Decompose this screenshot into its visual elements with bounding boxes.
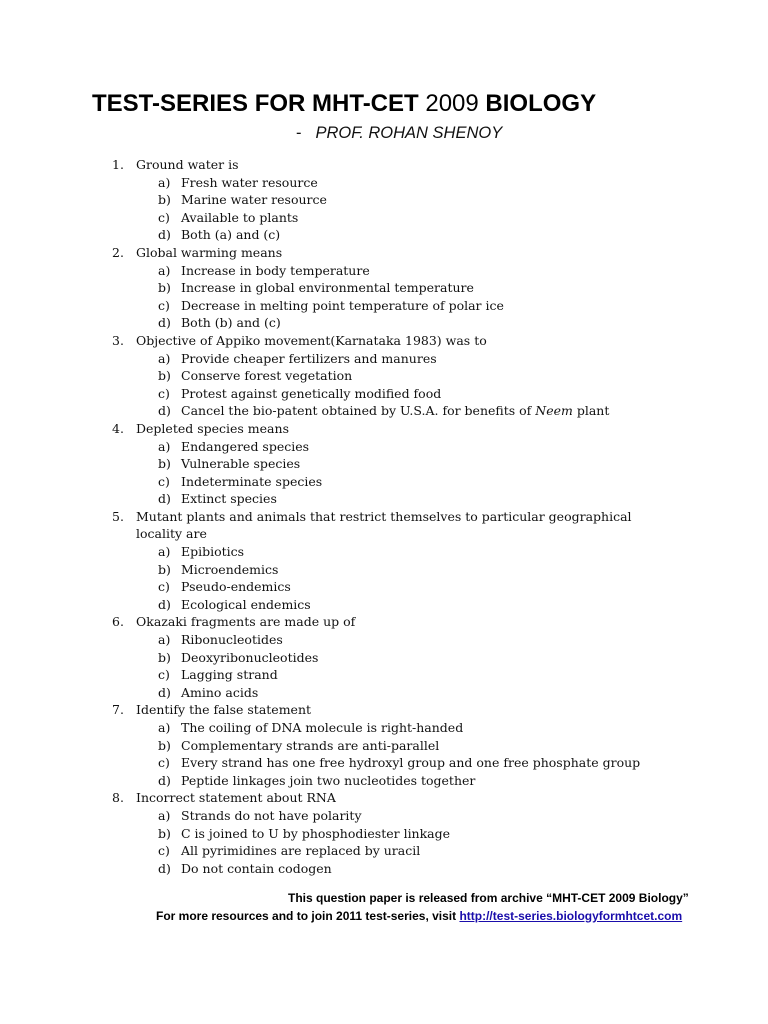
footer-website-link[interactable]: http://test-series.biologyformhtcet.com	[459, 909, 683, 923]
option-letter: c)	[158, 755, 170, 771]
option-list	[0, 438, 768, 508]
option-letter: d)	[158, 403, 171, 419]
option-text: Marine water resource	[181, 192, 327, 208]
question-text: Depleted species means	[136, 420, 289, 436]
question-item	[0, 420, 768, 508]
question-item	[0, 613, 768, 701]
option-text: Ecological endemics	[181, 596, 311, 612]
footer-resources-text: For more resources and to join 2011 test-series, visit	[156, 909, 460, 923]
option-item	[0, 297, 768, 315]
option-letter: d)	[158, 860, 171, 876]
option-letter: a)	[158, 350, 171, 366]
question-text: Global warming means	[136, 244, 283, 260]
option-letter: b)	[158, 456, 171, 472]
option-text: Indeterminate species	[181, 473, 323, 489]
option-letter: c)	[158, 843, 170, 859]
question-item	[0, 156, 768, 244]
question-number: 2.	[112, 244, 124, 260]
question-row	[0, 701, 768, 719]
option-item	[0, 825, 768, 843]
option-text-suffix: plant	[572, 403, 610, 419]
option-letter: a)	[158, 807, 171, 823]
option-letter: a)	[158, 438, 171, 454]
option-text: Do not contain codogen	[181, 860, 332, 876]
option-text: Extinct species	[181, 491, 277, 507]
option-letter: b)	[158, 561, 171, 577]
question-row	[0, 244, 768, 262]
option-list	[0, 174, 768, 244]
author-name: PROF. ROHAN SHENOY	[315, 124, 503, 142]
option-item	[0, 543, 768, 561]
question-row	[0, 508, 666, 543]
option-item	[0, 455, 768, 473]
option-item	[0, 772, 768, 790]
author-line	[296, 123, 502, 143]
option-text: Both (b) and (c)	[181, 315, 281, 331]
option-letter: a)	[158, 720, 171, 735]
option-item	[0, 385, 768, 403]
option-letter: d)	[158, 684, 171, 700]
option-item	[0, 561, 768, 579]
option-list	[0, 631, 768, 701]
question-number: 5.	[112, 508, 124, 524]
option-letter: b)	[158, 825, 171, 841]
option-text: Protest against genetically modified food	[181, 385, 442, 401]
option-letter: c)	[158, 297, 170, 313]
footer-resources-note	[156, 907, 682, 925]
question-text: Ground water is	[136, 157, 239, 172]
question-number: 4.	[112, 420, 124, 436]
option-text: Deoxyribonucleotides	[181, 649, 319, 665]
option-letter: c)	[158, 385, 170, 401]
question-row	[0, 156, 768, 174]
option-text: Cancel the bio-patent obtained by U.S.A. for benefits of	[181, 403, 536, 419]
option-text: The coiling of DNA molecule is right-handed	[181, 720, 464, 735]
option-item	[0, 473, 768, 491]
option-item	[0, 649, 768, 667]
option-text: Increase in body temperature	[181, 262, 370, 278]
option-text: All pyrimidines are replaced by uracil	[181, 843, 421, 859]
question-row	[0, 789, 768, 807]
option-item	[0, 719, 768, 737]
footer-archive-note: This question paper is released from archive “MHT-CET 2009 Biology”	[288, 891, 689, 905]
option-text-italic: Neem	[535, 403, 573, 419]
option-item	[0, 490, 768, 508]
option-item	[0, 754, 768, 772]
option-letter: a)	[158, 174, 171, 190]
question-number: 7.	[112, 702, 124, 718]
question-item	[0, 701, 768, 789]
option-text: Decrease in melting point temperature of polar ice	[181, 297, 504, 313]
option-list	[0, 262, 768, 332]
option-letter: c)	[158, 579, 170, 595]
option-letter: b)	[158, 649, 171, 665]
option-text: Fresh water resource	[181, 174, 318, 190]
option-letter: d)	[158, 491, 171, 507]
option-letter: a)	[158, 544, 171, 560]
option-letter: b)	[158, 192, 171, 208]
question-number: 8.	[112, 790, 124, 806]
option-text: Epibiotics	[181, 544, 245, 560]
option-item	[0, 684, 768, 702]
option-list	[0, 719, 768, 789]
question-row	[0, 420, 768, 438]
question-text: Incorrect statement about RNA	[136, 790, 336, 806]
question-text: Okazaki fragments are made up of	[136, 614, 356, 630]
question-item	[0, 508, 768, 614]
question-number: 6.	[112, 614, 124, 630]
option-item	[0, 860, 768, 878]
option-text: Available to plants	[181, 209, 299, 225]
question-item	[0, 244, 768, 332]
page-title	[92, 88, 596, 120]
question-number: 1.	[112, 157, 124, 172]
option-item	[0, 578, 768, 596]
option-letter: b)	[158, 737, 171, 753]
option-text: Increase in global environmental temperature	[181, 280, 474, 296]
option-letter: c)	[158, 473, 170, 489]
option-text: Every strand has one free hydroxyl group and one free phosphate group	[181, 755, 641, 771]
option-letter: d)	[158, 315, 171, 331]
option-letter: b)	[158, 280, 171, 296]
option-text: Microendemics	[181, 561, 279, 577]
option-list	[0, 543, 768, 613]
option-item	[0, 842, 768, 860]
option-item	[0, 226, 768, 244]
author-dash: -	[296, 124, 302, 142]
question-number: 3.	[112, 332, 124, 348]
option-letter: a)	[158, 262, 171, 278]
question-item	[0, 789, 768, 877]
option-text: Complementary strands are anti-parallel	[181, 737, 440, 753]
option-item	[0, 631, 768, 649]
question-text: Objective of Appiko movement(Karnataka 1983) was to	[136, 332, 487, 348]
option-letter: b)	[158, 368, 171, 384]
option-text: Amino acids	[181, 684, 259, 700]
question-row	[0, 332, 768, 350]
option-text: C is joined to U by phosphodiester linkage	[181, 825, 451, 841]
option-list	[0, 807, 768, 877]
option-item	[0, 350, 768, 368]
question-row	[0, 613, 768, 631]
question-text: Identify the false statement	[136, 702, 312, 718]
option-text: Both (a) and (c)	[181, 227, 281, 243]
option-item	[0, 807, 768, 825]
question-item	[0, 332, 768, 420]
option-item	[0, 209, 768, 227]
option-text: Lagging strand	[181, 667, 278, 683]
title-year: 2009	[425, 90, 479, 117]
option-item	[0, 737, 768, 755]
title-part1: TEST-SERIES FOR MHT-CET	[92, 90, 426, 117]
option-item	[0, 262, 768, 280]
option-item	[0, 314, 768, 332]
title-part2: BIOLOGY	[478, 90, 597, 117]
option-list	[0, 350, 768, 420]
option-item	[0, 402, 768, 420]
question-list	[0, 156, 768, 877]
option-text: Provide cheaper fertilizers and manures	[181, 350, 437, 366]
option-item	[0, 666, 768, 684]
option-letter: d)	[158, 772, 171, 788]
option-item	[0, 279, 768, 297]
option-letter: d)	[158, 227, 171, 243]
option-letter: c)	[158, 209, 170, 225]
question-text: Mutant plants and animals that restrict themselves to particular geographical locality are	[136, 508, 632, 542]
option-text: Ribonucleotides	[181, 632, 283, 648]
option-item	[0, 174, 768, 192]
option-item	[0, 191, 768, 209]
option-item	[0, 367, 768, 385]
option-letter: c)	[158, 667, 170, 683]
option-text: Endangered species	[181, 438, 310, 454]
option-text: Pseudo-endemics	[181, 579, 291, 595]
option-text: Vulnerable species	[181, 456, 301, 472]
option-letter: d)	[158, 596, 171, 612]
option-item	[0, 596, 768, 614]
option-text: Conserve forest vegetation	[181, 368, 353, 384]
option-text: Strands do not have polarity	[181, 807, 362, 823]
option-item	[0, 438, 768, 456]
option-text: Peptide linkages join two nucleotides together	[181, 772, 476, 788]
option-letter: a)	[158, 632, 171, 648]
